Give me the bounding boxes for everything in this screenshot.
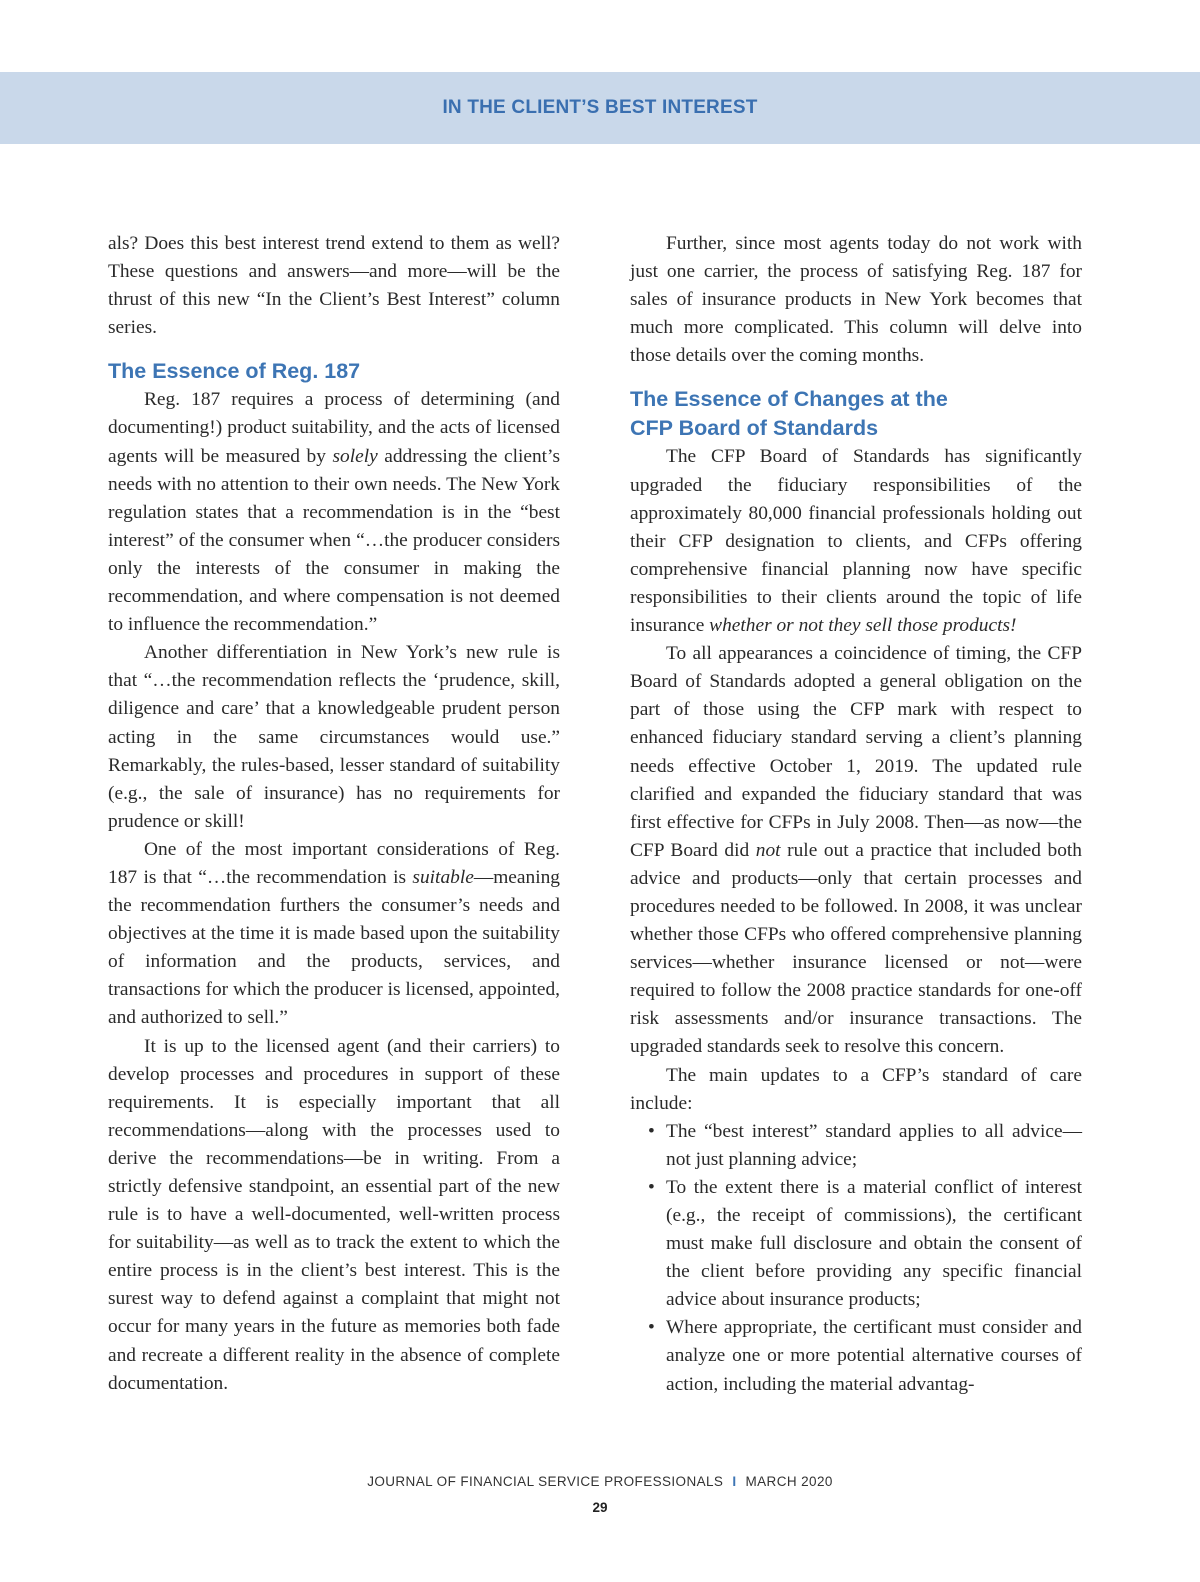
paragraph-cfp-upgrades: The CFP Board of Standards has significantly upgraded the fiduciary responsibilities of the approximately 80,000 financial professionals holding out their CFP designation to clients, and CFPs offering comprehensive financial planning now have specific responsibilities to their clients around the topic of life insurance whether or not they sell those products! [630, 446, 1082, 637]
paragraph-intro-continued: als? Does this best interest trend extend to them as well? These questions and answers—and more—will be the thrust of this new “In the Client’s Best Interest” column series. [108, 233, 560, 339]
paragraph-reg-187-requirements: Reg. 187 requires a process of determining (and documenting!) product suitability, and the acts of licensed agents will be measured by solely addressing the client’s needs with no attention to their own needs. The New York regulation states that a recommendation is in the “best interest” of the consumer when “…the producer considers only the interests of the consumer in making the recommendation, and where compensation is not deemed to influence the recommendation.” [108, 389, 560, 636]
paragraph-differentiation: Another differentiation in New York’s new rule is that “…the recommendation reflects the ‘prudence, skill, diligence and care’ that a knowledgeable prudent person acting in the same circumstances would use.” Remarkably, the rules-based, lesser standard of suitability (e.g., the sale of insurance) has no requirements for prudence or skill! [108, 642, 560, 832]
journal-name: JOURNAL OF FINANCIAL SERVICE PROFESSIONALS [367, 1474, 724, 1489]
heading-cfp-board-changes: The Essence of Changes at the CFP Board of Standards [630, 387, 948, 441]
left-column [108, 230, 560, 1398]
paragraph-licensed-agent: It is up to the licensed agent (and their carriers) to develop processes and procedures in support of these requirements. It is especially important that all recommendations—along with the processes used to derive the recommendations—be in writing. From a strictly defensive standpoint, an essential part of the new rule is to have a well-documented, well-written process for suitability—as well as to track the extent to which the entire process is in the client’s best interest. This is the surest way to defend against a complaint that might not occur for many years in the future as memories both fade and recreate a different reality in the absence of complete documentation. [108, 1035, 560, 1394]
list-item: • Where appropriate, the certificant must consider and analyze one or more potential alternative courses of action, including the material advantag- [630, 1314, 1082, 1398]
list-item: • To the extent there is a material conflict of interest (e.g., the receipt of commissions), the certificant must make full disclosure and obtain the consent of the client before providing any specific financial advice about insurance products; [630, 1174, 1082, 1314]
journal-footer [0, 1474, 1200, 1489]
updates-list [630, 1118, 1082, 1399]
section-banner [0, 72, 1200, 144]
page-number: 29 [592, 1500, 608, 1515]
footer-separator: I [732, 1474, 737, 1489]
paragraph-coincidence-of-timing: To all appearances a coincidence of timing, the CFP Board of Standards adopted a general obligation on the part of those using the CFP mark with respect to enhanced fiduciary standard serving a client’s planning needs effective October 1, 2019. The updated rule clarified and expanded the fiduciary standard that was first effective for CFPs in July 2008. Then—as now—the CFP Board did not rule out a practice that included both advice and products—only that certain processes and procedures needed to be followed. In 2008, it was unclear whether those CFPs who offered comprehensive planning services—whether insurance licensed or not—were required to follow the 2008 practice standards for one-off risk assessments and/or insurance transactions. The upgraded standards seek to resolve this concern. [630, 643, 1082, 1058]
heading-essence-reg-187: The Essence of Reg. 187 [108, 359, 361, 384]
paragraph-carriers: Further, since most agents today do not work with just one carrier, the process of satisfying Reg. 187 for sales of insurance products in New York becomes that much more complicated. This column will delve into those details over the coming months. [630, 233, 1082, 367]
paragraph-main-updates: The main updates to a CFP’s standard of care include: [630, 1064, 1082, 1114]
paragraph-suitable: One of the most important considerations of Reg. 187 is that “…the recommendation is suitable—meaning the recommendation furthers the consumer’s needs and objectives at the time it is made based upon the suitability of information and the products, services, and transactions for which the producer is licensed, appointed, and authorized to sell.” [108, 838, 560, 1029]
section-title: IN THE CLIENT’S BEST INTEREST [442, 97, 758, 118]
issue-date: MARCH 2020 [745, 1474, 833, 1489]
right-column [630, 230, 1082, 1399]
list-item: • The “best interest” standard applies to all advice—not just planning advice; [630, 1118, 1082, 1174]
